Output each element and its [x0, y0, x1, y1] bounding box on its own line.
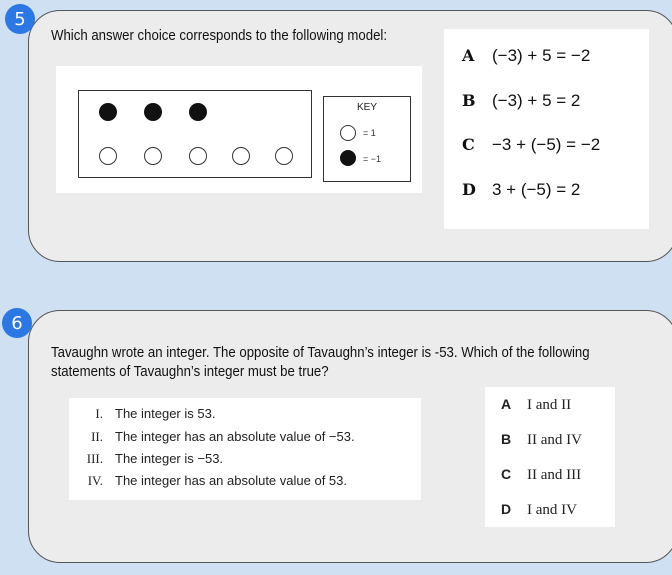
choice-c[interactable]: C II and III	[501, 466, 582, 483]
choice-d[interactable]: D I and IV	[501, 501, 577, 518]
negative-counter	[99, 103, 117, 121]
key-open-counter-icon	[340, 125, 356, 141]
question-text-line-1: Tavaughn wrote an integer. The opposite of Tavaughn’s integer is -53. Which of the following	[51, 344, 590, 361]
statement-item: II. The integer has an absolute value of −53.	[91, 429, 355, 444]
answer-choices	[485, 387, 615, 527]
negative-counter	[189, 103, 207, 121]
choice-c[interactable]: C −3 + (−5) = −2	[462, 135, 601, 154]
choice-d[interactable]: D 3 + (−5) = 2	[462, 180, 581, 199]
question-text: Which answer choice corresponds to the following model:	[51, 27, 388, 44]
question-number-badge: 5	[5, 4, 35, 34]
negative-counter	[144, 103, 162, 121]
positive-counter	[275, 147, 293, 165]
choice-a[interactable]: A I and II	[501, 396, 572, 413]
choice-b[interactable]: B (−3) + 5 = 2	[462, 91, 581, 110]
question-card	[28, 310, 672, 563]
choice-a[interactable]: A (−3) + 5 = −2	[462, 46, 591, 65]
model-key	[323, 96, 411, 182]
key-title: KEY	[356, 102, 377, 113]
statement-item: IV. The integer has an absolute value of 53.	[87, 473, 347, 488]
statement-item: III. The integer is −53.	[86, 451, 224, 466]
question-number-badge: 6	[2, 308, 32, 338]
statement-item: I. The integer is 53.	[95, 406, 216, 421]
answer-choices	[444, 29, 649, 229]
question-card	[28, 10, 672, 262]
question-text-line-2: statements of Tavaughn’s integer must be true?	[51, 363, 329, 380]
model-figure	[56, 66, 422, 193]
key-filled-counter-icon	[340, 150, 356, 166]
positive-counter	[144, 147, 162, 165]
key-open-value: = 1	[363, 128, 376, 138]
positive-counter	[99, 147, 117, 165]
positive-counter	[189, 147, 207, 165]
counter-model	[78, 90, 312, 178]
choice-b[interactable]: B II and IV	[501, 431, 582, 448]
key-filled-value: = −1	[363, 154, 382, 164]
positive-counter	[232, 147, 250, 165]
statements-box	[69, 398, 421, 500]
